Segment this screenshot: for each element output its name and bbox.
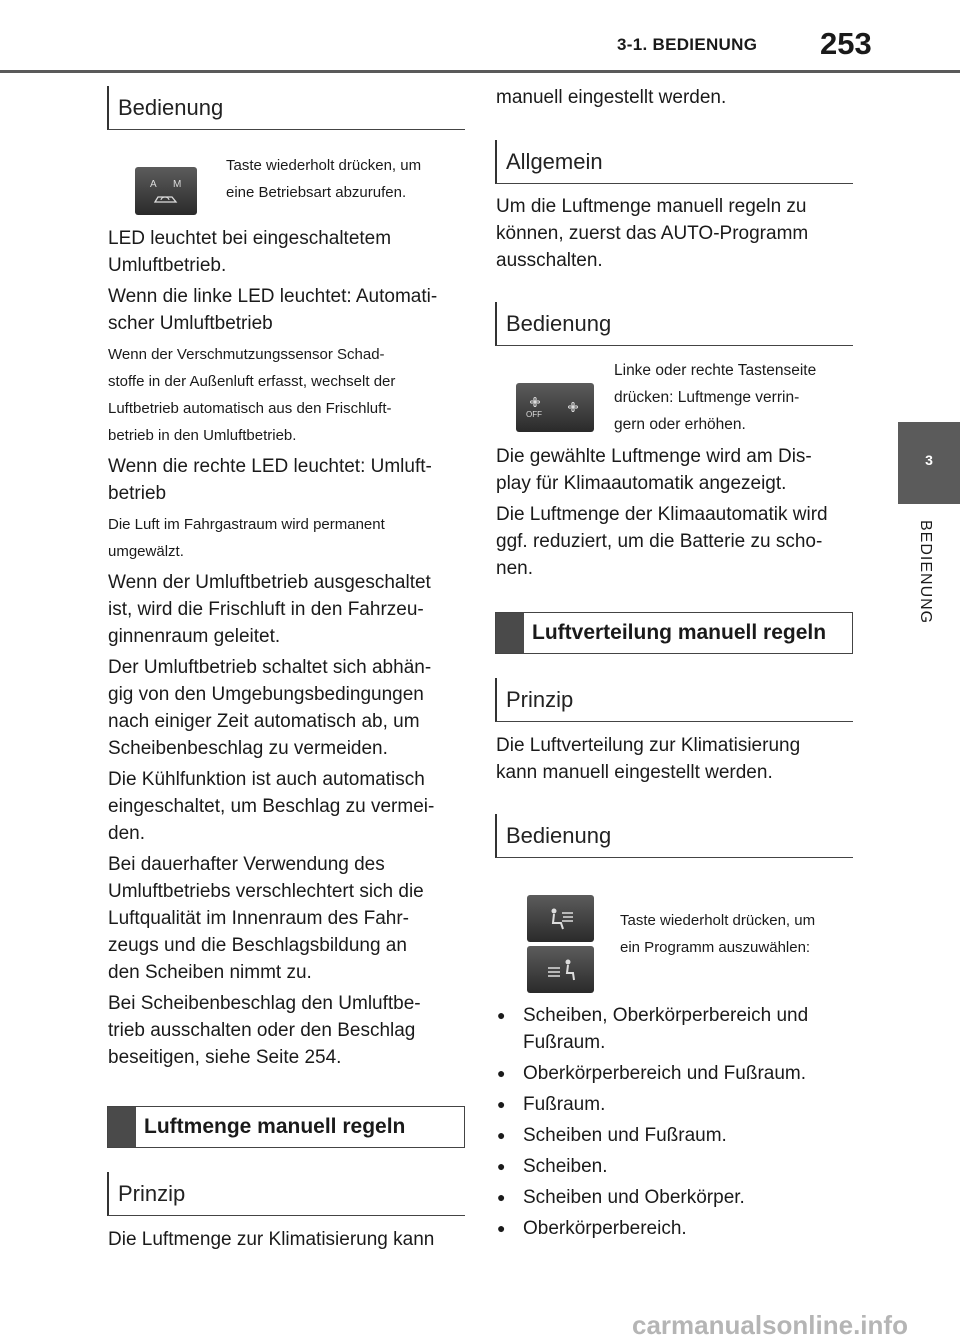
text-line: beseitigen, siehe Seite 254. — [108, 1047, 342, 1068]
recirculation-button-image — [135, 167, 197, 215]
section-heading-bedienung: Bedienung — [107, 86, 465, 130]
heading-text: Luftverteilung manuell regeln — [532, 621, 827, 644]
list-item: ● Scheiben. — [496, 1153, 836, 1180]
text-line: nen. — [496, 558, 533, 579]
paragraph — [496, 501, 856, 582]
off-label: OFF — [526, 410, 542, 419]
button-label-m: M — [173, 179, 182, 190]
section-heading-prinzip: Prinzip — [107, 1172, 465, 1216]
paragraph — [108, 990, 468, 1071]
header-rule — [0, 70, 960, 73]
air-distribution-button-upper — [527, 895, 594, 942]
text-line: Scheibenbeschlag zu vermeiden. — [108, 738, 388, 759]
text-line: Der Umluftbetrieb schaltet sich abhän- — [108, 657, 432, 678]
text-line: trieb ausschalten oder den Beschlag — [108, 1020, 416, 1041]
text-line: Die Luft im Fahrgastraum wird permanent — [108, 516, 385, 533]
text-line: ginnenraum geleitet. — [108, 626, 281, 647]
text-line: scher Umluftbetrieb — [108, 313, 273, 334]
text-line: betrieb — [108, 483, 167, 504]
caption-line: Taste wiederholt drücken, um — [620, 912, 816, 929]
section-heading-allgemein: Allgemein — [495, 140, 853, 184]
text-line: Luftqualität im Innenraum des Fahr- — [108, 908, 409, 929]
heading-marker — [108, 1107, 136, 1147]
button-caption — [226, 152, 466, 206]
note-paragraph — [108, 341, 468, 449]
air-distribution-program-list — [496, 1002, 836, 1246]
text-line: eingeschaltet, um Beschlag zu vermei- — [108, 796, 435, 817]
text-line: Die gewählte Luftmenge wird am Dis- — [496, 446, 812, 467]
heading-text: Luftmenge manuell regeln — [144, 1115, 406, 1138]
paragraph — [108, 225, 468, 279]
page-number: 253 — [820, 26, 872, 61]
fan-icon — [528, 396, 542, 408]
text-line: kann manuell eingestellt werden. — [496, 762, 773, 783]
text-line: ausschalten. — [496, 250, 603, 271]
chapter-tab-label: BEDIENUNG — [917, 520, 934, 625]
paragraph — [496, 443, 856, 497]
paragraph — [108, 283, 468, 337]
list-item: ● Oberkörperbereich und Fußraum. — [496, 1060, 836, 1087]
chapter-tab-number: 3 — [925, 452, 933, 468]
text-line: zeugs und die Beschlagsbildung an — [108, 935, 407, 956]
seat-airflow-icon — [547, 906, 575, 932]
caption-line: gern oder erhöhen. — [614, 416, 746, 433]
text-line: betrieb in den Umluftbetrieb. — [108, 427, 297, 444]
paragraph — [108, 766, 468, 847]
watermark: carmanualsonline.info — [632, 1310, 908, 1340]
fan-icon — [566, 401, 580, 413]
paragraph — [108, 569, 468, 650]
list-item: ● Scheiben, Oberkörperbereich und Fußraum. — [496, 1002, 836, 1056]
text-line: nach einiger Zeit automatisch ab, um — [108, 711, 420, 732]
paragraph — [496, 193, 856, 274]
caption-line: Linke oder rechte Tastenseite — [614, 362, 817, 379]
text-line: ggf. reduziert, um die Batterie zu scho- — [496, 531, 823, 552]
text-line: Um die Luftmenge manuell regeln zu — [496, 196, 807, 217]
text-line: den Scheiben nimmt zu. — [108, 962, 312, 983]
text-line: Wenn die linke LED leuchtet: Automati- — [108, 286, 438, 307]
button-caption — [614, 357, 859, 438]
text-line: play für Klimaautomatik angezeigt. — [496, 473, 787, 494]
text-line: Luftbetrieb automatisch aus den Frischluft- — [108, 400, 392, 417]
text-line: Die Luftverteilung zur Klimatisierung — [496, 735, 801, 756]
list-item: ● Oberkörperbereich. — [496, 1215, 836, 1242]
button-label-a: A — [150, 179, 157, 190]
text-line: stoffe in der Außenluft erfasst, wechselt der — [108, 373, 396, 390]
section-heading-luftmenge — [107, 1106, 465, 1148]
fan-speed-button-image — [516, 383, 594, 432]
heading-marker — [496, 613, 524, 653]
caption-line: eine Betriebsart abzurufen. — [226, 184, 407, 201]
text-line: Umluftbetrieb. — [108, 255, 227, 276]
chapter-title: 3-1. BEDIENUNG — [617, 35, 758, 54]
section-heading-bedienung: Bedienung — [495, 814, 853, 858]
air-distribution-button-lower — [527, 946, 594, 993]
windshield-airflow-icon — [546, 958, 576, 982]
text-line: Bei dauerhafter Verwendung des — [108, 854, 385, 875]
text-line: Umluftbetriebs verschlechtert sich die — [108, 881, 424, 902]
paragraph — [108, 851, 468, 986]
text-line: Wenn die rechte LED leuchtet: Umluft- — [108, 456, 432, 477]
car-recirculation-icon — [152, 193, 180, 205]
paragraph — [108, 453, 468, 507]
text-line: Bei Scheibenbeschlag den Umluftbe- — [108, 993, 421, 1014]
text-line: gig von den Umgebungsbedingungen — [108, 684, 424, 705]
section-heading-prinzip: Prinzip — [495, 678, 853, 722]
list-item: ● Scheiben und Oberkörper. — [496, 1184, 836, 1211]
text-line: umgewälzt. — [108, 543, 184, 560]
right-body — [496, 443, 856, 582]
text-line: Die Kühlfunktion ist auch automatisch — [108, 769, 425, 790]
left-body — [108, 225, 468, 1071]
text-line: den. — [108, 823, 145, 844]
paragraph — [108, 654, 468, 762]
list-item: ● Fußraum. — [496, 1091, 836, 1118]
text-line: Wenn der Umluftbetrieb ausgeschaltet — [108, 572, 431, 593]
button-caption — [620, 907, 860, 961]
caption-line: Taste wiederholt drücken, um — [226, 157, 422, 174]
text-line: ist, wird die Frischluft in den Fahrzeu- — [108, 599, 424, 620]
note-paragraph — [108, 511, 468, 565]
section-heading-luftverteilung — [495, 612, 853, 654]
text-line: LED leuchtet bei eingeschaltetem — [108, 228, 392, 249]
section-heading-bedienung: Bedienung — [495, 302, 853, 346]
caption-line: drücken: Luftmenge verrin- — [614, 389, 800, 406]
list-item: ● Scheiben und Fußraum. — [496, 1122, 836, 1149]
paragraph: Die Luftmenge zur Klimatisierung kann — [108, 1229, 435, 1250]
paragraph: manuell eingestellt werden. — [496, 87, 727, 108]
text-line: Wenn der Verschmutzungssensor Schad- — [108, 346, 385, 363]
text-line: können, zuerst das AUTO-Programm — [496, 223, 809, 244]
text-line: Die Luftmenge der Klimaautomatik wird — [496, 504, 828, 525]
caption-line: ein Programm auszuwählen: — [620, 939, 811, 956]
paragraph — [496, 732, 856, 786]
